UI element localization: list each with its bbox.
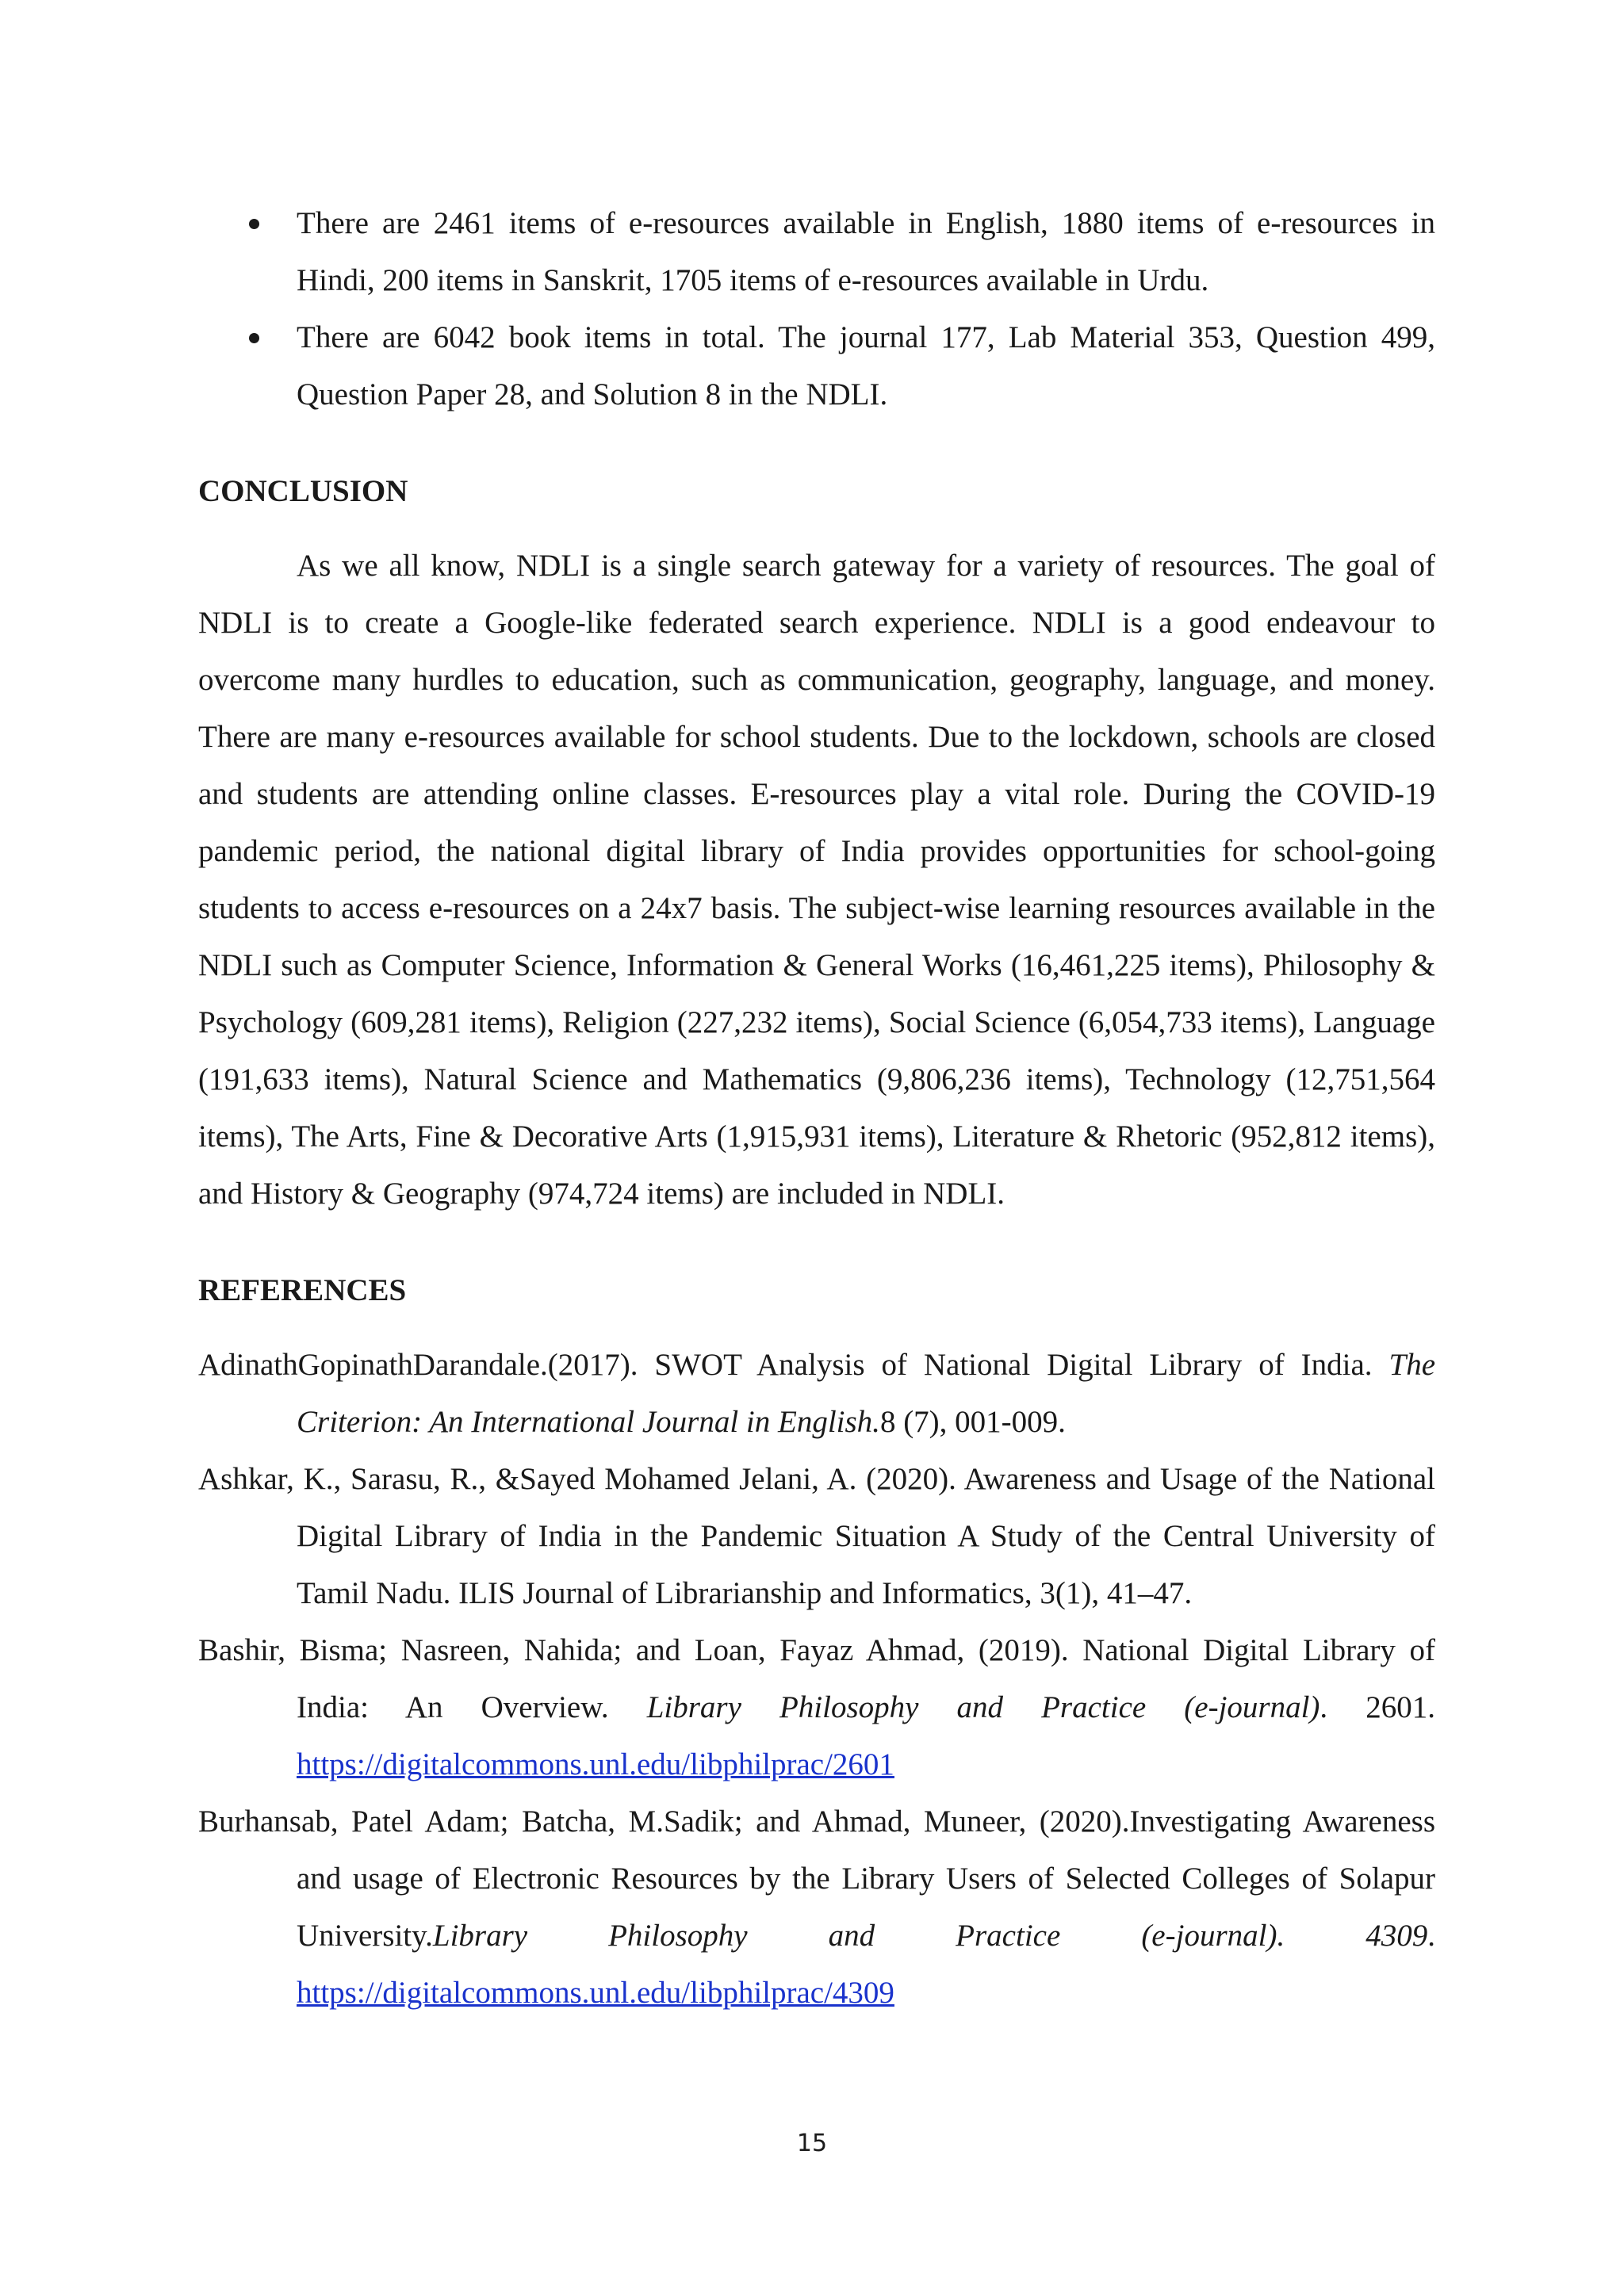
reference-text: AdinathGopinathDarandale.(2017). SWOT Analysis of National Digital Library of India. [198,1348,1389,1382]
reference-link[interactable]: https://digitalcommons.unl.edu/libphilprac/2601 [297,1747,894,1781]
reference-item [198,1337,1435,1451]
conclusion-paragraph: As we all know, NDLI is a single search gateway for a variety of resources. The goal of NDLI is to create a Google-like federated search experience. NDLI is a good endeavour to overcome many hurdles to education, such as communication, geography, language, and money. There are many e-resources available for school students. Due to the lockdown, schools are closed and students are attending online classes. E-resources play a vital role. During the COVID-19 pandemic period, the national digital library of India provides opportunities for school-going students to access e-resources on a 24x7 basis. The subject-wise learning resources available in the NDLI such as Computer Science, Information & General Works (16,461,225 items), Philosophy & Psychology (609,281 items), Religion (227,232 items), Social Science (6,054,733 items), Language (191,633 items), Natural Science and Mathematics (9,806,236 items), Technology (12,751,564 items), The Arts, Fine & Decorative Arts (1,915,931 items), Literature & Rhetoric (952,812 items), and History & Geography (974,724 items) are included in NDLI. [198,549,1435,1211]
reference-text: 8 (7), 001-009. [879,1405,1066,1439]
reference-text: Burhansab, Patel Adam; Batcha, M.Sadik; and Ahmad, Muneer, (2020).Investigating Awareness and usage of Electronic Resources by the Library Users of Selected Colleges of Solapur University. [198,1804,1435,1953]
conclusion-heading: CONCLUSION [198,474,408,508]
reference-item [198,1451,1435,1622]
reference-journal-title: Library Philosophy and Practice (e-journal). 4309 [432,1919,1428,1953]
bullet-text: There are 2461 items of e-resources available in English, 1880 items of e-resources in Hindi, 200 items in Sanskrit, 1705 items of e-resources available in Urdu. [297,206,1435,297]
references-heading: REFERENCES [198,1273,407,1307]
reference-text: Bashir, Bisma; Nasreen, Nahida; and Loan, Fayaz Ahmad, (2019). National Digital Library of India: An Overview. [198,1633,1435,1724]
reference-link[interactable]: https://digitalcommons.unl.edu/libphilprac/4309 [297,1976,894,2010]
page-body [198,195,1435,2022]
reference-text: Ashkar, K., Sarasu, R., &Sayed Mohamed Jelani, A. (2020). Awareness and Usage of the National Digital Library of India in the Pandemic Situation A Study of the Central University of Tamil Nadu. ILIS Journal of Librarianship and Informatics, 3(1), 41–47. [198,1462,1435,1610]
bullet-text: There are 6042 book items in total. The journal 177, Lab Material 353, Question 499, Question Paper 28, and Solution 8 in the NDLI. [297,320,1435,411]
reference-list [198,1337,1435,2022]
reference-item [198,1793,1435,2022]
bullet-item [198,309,1435,423]
bullet-dot-icon [249,333,259,343]
reference-text: . [1427,1919,1435,1953]
page-number: 15 [796,2130,828,2157]
reference-item [198,1622,1435,1793]
reference-journal-title: Library Philosophy and Practice (e-journal) [646,1690,1320,1724]
reference-journal-title: The Criterion: An International Journal in English. [297,1348,1435,1439]
summary-bullet-list [198,195,1435,423]
reference-text: . 2601. [1320,1690,1435,1724]
bullet-item [198,195,1435,309]
bullet-dot-icon [249,219,259,229]
